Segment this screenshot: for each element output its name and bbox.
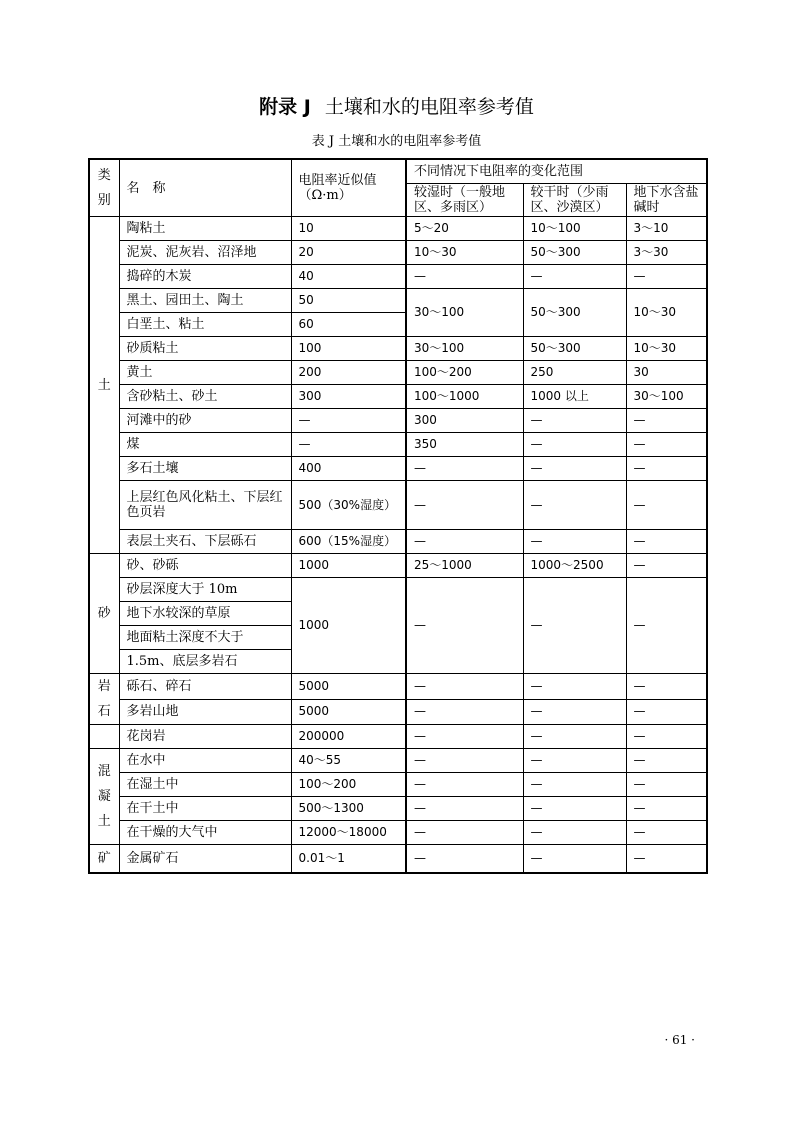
row-ground: — — [626, 433, 707, 457]
row-ground: — — [626, 749, 707, 773]
row-dry: 10～100 — [523, 217, 626, 241]
table-caption: 表 J 土壤和水的电阻率参考值 — [311, 134, 482, 149]
table-row — [89, 289, 707, 313]
row-ground: 3～10 — [626, 217, 707, 241]
row-name: 黄土 — [119, 361, 291, 385]
header-groundwater: 地下水含盐碱时 — [626, 184, 707, 217]
row-name: 多岩山地 — [119, 699, 291, 725]
row-wet: — — [406, 481, 523, 530]
row-approx: 500～1300 — [291, 797, 406, 821]
row-dry: — — [523, 457, 626, 481]
row-approx: 1000 — [291, 578, 406, 674]
row-wet: — — [406, 845, 523, 874]
row-wet: 300 — [406, 409, 523, 433]
row-approx: 100～200 — [291, 773, 406, 797]
table-row — [89, 481, 707, 530]
row-approx: 400 — [291, 457, 406, 481]
category-ore: 矿 — [89, 845, 119, 874]
row-approx: 0.01～1 — [291, 845, 406, 874]
row-ground: — — [626, 554, 707, 578]
row-name: 陶粘土 — [119, 217, 291, 241]
row-name: 在水中 — [119, 749, 291, 773]
row-approx: 12000～18000 — [291, 821, 406, 845]
row-name: 金属矿石 — [119, 845, 291, 874]
page-title — [0, 95, 793, 119]
row-dry: — — [523, 749, 626, 773]
row-approx: 60 — [291, 313, 406, 337]
row-wet: — — [406, 797, 523, 821]
row-approx: 200 — [291, 361, 406, 385]
row-wet: 100～1000 — [406, 385, 523, 409]
header-variation-range: 不同情况下电阻率的变化范围 — [406, 159, 707, 184]
row-name: 花岗岩 — [119, 725, 291, 749]
appendix-title: 土壤和水的电阻率参考值 — [324, 96, 534, 118]
table-row — [89, 409, 707, 433]
row-dry: — — [523, 821, 626, 845]
table-row — [89, 361, 707, 385]
row-ground: — — [626, 265, 707, 289]
row-name: 上层红色风化粘土、下层红色页岩 — [119, 481, 291, 530]
row-approx: 40～55 — [291, 749, 406, 773]
row-ground: — — [626, 699, 707, 725]
row-dry: — — [523, 409, 626, 433]
row-name: 地下水较深的草原 — [119, 602, 291, 626]
row-name: 黑土、园田土、陶土 — [119, 289, 291, 313]
row-dry: — — [523, 530, 626, 554]
table-row — [89, 674, 707, 700]
table-row — [89, 821, 707, 845]
row-wet: 30～100 — [406, 337, 523, 361]
row-ground: 3～30 — [626, 241, 707, 265]
table-row — [89, 725, 707, 749]
row-name: 表层土夹石、下层砾石 — [119, 530, 291, 554]
row-dry: 50～300 — [523, 241, 626, 265]
row-approx: 500（30%湿度） — [291, 481, 406, 530]
category-soil: 土 — [89, 217, 119, 554]
row-dry: — — [523, 578, 626, 674]
row-ground: — — [626, 530, 707, 554]
row-name: 河滩中的砂 — [119, 409, 291, 433]
row-wet: 10～30 — [406, 241, 523, 265]
table-row — [89, 433, 707, 457]
row-name: 在干燥的大气中 — [119, 821, 291, 845]
row-dry: — — [523, 773, 626, 797]
row-wet: — — [406, 457, 523, 481]
table-row — [89, 797, 707, 821]
table-row — [89, 217, 707, 241]
table-row — [89, 699, 707, 725]
row-name: 砂质粘土 — [119, 337, 291, 361]
table-row — [89, 385, 707, 409]
table-row — [89, 773, 707, 797]
row-wet: — — [406, 674, 523, 700]
header-dry: 较干时（少雨区、沙漠区） — [523, 184, 626, 217]
row-wet: — — [406, 821, 523, 845]
row-ground: — — [626, 845, 707, 874]
row-ground: — — [626, 821, 707, 845]
row-wet: 30～100 — [406, 289, 523, 337]
page-number: · 61 · — [664, 1033, 695, 1047]
row-approx: 10 — [291, 217, 406, 241]
row-name: 1.5m、底层多岩石 — [119, 650, 291, 674]
row-dry: 50～300 — [523, 289, 626, 337]
row-approx: 5000 — [291, 674, 406, 700]
row-approx: 20 — [291, 241, 406, 265]
row-ground: — — [626, 725, 707, 749]
table-row — [89, 578, 707, 602]
row-dry: 250 — [523, 361, 626, 385]
row-approx: 100 — [291, 337, 406, 361]
row-wet: 100～200 — [406, 361, 523, 385]
row-wet: — — [406, 749, 523, 773]
row-dry: 1000～2500 — [523, 554, 626, 578]
row-name: 含砂粘土、砂土 — [119, 385, 291, 409]
table-row — [89, 241, 707, 265]
row-name: 煤 — [119, 433, 291, 457]
row-approx: 50 — [291, 289, 406, 313]
row-wet: — — [406, 725, 523, 749]
row-wet: — — [406, 773, 523, 797]
row-name: 多石土壤 — [119, 457, 291, 481]
table-row — [89, 265, 707, 289]
row-dry: — — [523, 699, 626, 725]
row-approx: 600（15%湿度） — [291, 530, 406, 554]
row-name: 捣碎的木炭 — [119, 265, 291, 289]
row-ground: — — [626, 797, 707, 821]
row-name: 白垩土、粘土 — [119, 313, 291, 337]
row-dry: — — [523, 674, 626, 700]
row-name: 泥炭、泥灰岩、沼泽地 — [119, 241, 291, 265]
row-dry: — — [523, 433, 626, 457]
row-name: 在干土中 — [119, 797, 291, 821]
row-name: 砂、砂砾 — [119, 554, 291, 578]
table-row — [89, 749, 707, 773]
header-wet: 较湿时（一般地区、多雨区） — [406, 184, 523, 217]
row-name: 地面粘土深度不大于 — [119, 626, 291, 650]
row-ground: 30～100 — [626, 385, 707, 409]
row-dry: — — [523, 725, 626, 749]
row-ground: — — [626, 409, 707, 433]
header-name: 名 称 — [119, 159, 291, 217]
header-approx-value: 电阻率近似值（Ω·m） — [291, 159, 406, 217]
row-name: 在湿土中 — [119, 773, 291, 797]
row-name: 砾石、碎石 — [119, 674, 291, 700]
table-row — [89, 530, 707, 554]
row-ground: — — [626, 481, 707, 530]
row-dry: — — [523, 481, 626, 530]
row-wet: 350 — [406, 433, 523, 457]
category-sand: 砂 — [89, 554, 119, 674]
header-row — [89, 159, 707, 184]
row-dry: — — [523, 797, 626, 821]
row-approx: 1000 — [291, 554, 406, 578]
category-rock: 岩 石 — [89, 674, 119, 725]
row-dry: — — [523, 265, 626, 289]
row-ground: — — [626, 674, 707, 700]
row-name: 砂层深度大于 10m — [119, 578, 291, 602]
row-dry: 50～300 — [523, 337, 626, 361]
row-approx: 5000 — [291, 699, 406, 725]
row-wet: — — [406, 699, 523, 725]
row-ground: — — [626, 578, 707, 674]
row-approx: — — [291, 409, 406, 433]
resistivity-table — [88, 158, 708, 874]
row-ground: — — [626, 457, 707, 481]
category-empty — [89, 725, 119, 749]
row-wet: 25～1000 — [406, 554, 523, 578]
row-wet: 5～20 — [406, 217, 523, 241]
row-ground: — — [626, 773, 707, 797]
row-wet: — — [406, 530, 523, 554]
row-approx: 40 — [291, 265, 406, 289]
table-row — [89, 845, 707, 874]
category-concrete: 混 凝 土 — [89, 749, 119, 845]
table-row — [89, 337, 707, 361]
row-approx: — — [291, 433, 406, 457]
table-row — [89, 554, 707, 578]
appendix-label: 附录 J — [259, 96, 311, 118]
row-ground: 10～30 — [626, 289, 707, 337]
row-wet: — — [406, 578, 523, 674]
row-dry: 1000 以上 — [523, 385, 626, 409]
table-row — [89, 457, 707, 481]
row-approx: 200000 — [291, 725, 406, 749]
row-dry: — — [523, 845, 626, 874]
row-ground: 30 — [626, 361, 707, 385]
row-wet: — — [406, 265, 523, 289]
header-category: 类 别 — [89, 159, 119, 217]
row-ground: 10～30 — [626, 337, 707, 361]
row-approx: 300 — [291, 385, 406, 409]
